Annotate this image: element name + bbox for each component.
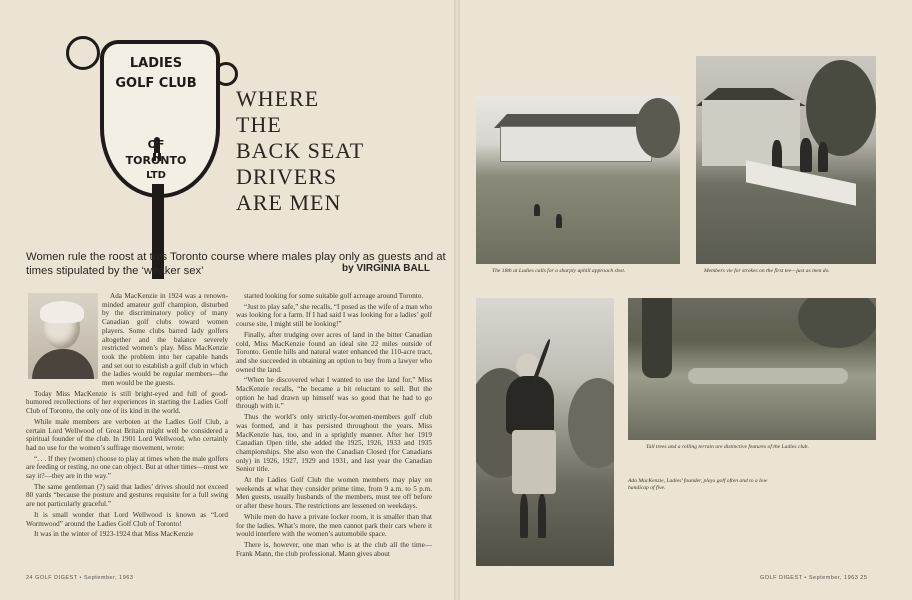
tree — [636, 98, 680, 158]
paragraph: Finally, after trudging over acres of land in the bitter Canadian cold, Miss MacKenzie found an ideal site 22 miles outside of Toronto. Gentle hills and natural water enhanced the 110-acre tract, and she succeeded in obtaining an option to buy from a lawyer who owned the land. — [236, 330, 432, 374]
sign-scroll-ornament — [66, 36, 100, 70]
article-column-1 — [26, 292, 228, 541]
paragraph: It was in the winter of 1923-1924 that Miss MacKenzie — [34, 530, 194, 539]
tree — [806, 60, 876, 156]
golfer-leg — [538, 494, 546, 538]
paragraph: It is small wonder that Lord Wellwood is known as “Lord Wormwood” around the Ladies Golf Club of Toronto! — [26, 510, 228, 528]
headline-line: DRIVERS — [236, 164, 338, 189]
portrait-wrap-space — [26, 292, 102, 388]
sign-text-line5: LTD — [146, 170, 166, 181]
folio-right: GOLF DIGEST • September, 1963 25 — [760, 575, 868, 581]
golfer-skirt — [512, 430, 556, 494]
caption-photo-2: Members vie for strokes on the first tee—just as men do. — [704, 268, 830, 274]
tree — [642, 298, 672, 378]
paragraph: “Just to play safe,” she recalls, “I posed as the wife of a man who was looking for a farm. If I had said I was looking for a ladies’ golf course site, I might still be looking!” — [236, 302, 433, 329]
ladies-golf-club-sign — [64, 34, 234, 246]
sign-text-line1: LADIES — [129, 56, 183, 71]
headline-line: WHERE — [236, 86, 320, 111]
golfer-figure — [556, 214, 562, 228]
sign-text-line2: GOLF CLUB — [115, 76, 197, 91]
page-gutter — [454, 0, 460, 600]
paragraph: At the Ladies Golf Club the women members may play on weekends at what they consider prime time, from 9 a.m. to 5 p.m. Men guests, usually husbands of the members, must tee off before or after these hours. The restrictions are lessened on weekdays. — [236, 476, 432, 511]
member-figure — [818, 142, 828, 172]
folio-left: 24 GOLF DIGEST • September, 1963 — [26, 575, 134, 581]
caption-photo-4: Tall trees and a rolling terrain are distinctive features of the Ladies club. — [646, 444, 809, 450]
paragraph: While men do have a private locker room, it is smaller than that for the ladies. What’s more, the men cannot park their cars where it would interfere with the women’s automobile space. — [236, 512, 432, 539]
golfer-figure — [534, 204, 540, 216]
headline-line: BACK SEAT — [236, 138, 365, 163]
headline-line: ARE MEN — [236, 190, 342, 215]
paragraph: started looking for some suitable golf acreage around Toronto. — [244, 292, 424, 300]
clubhouse-building — [500, 126, 652, 162]
sign-text-line4: TORONTO — [125, 154, 187, 167]
photo-rolling-terrain — [628, 298, 876, 440]
paragraph: The same gentleman (?) said that ladies’ drives should not exceed 80 yards “because the posture and gestures requisite for a full swing are not particularly graceful.” — [26, 482, 228, 509]
paragraph: “. . . If they (women) choose to play at times when the male golfers are feeding or resting, no one can object. But at other times—must we say it?—they are in the way.” — [26, 454, 228, 481]
sign-text-line3: OF — [147, 138, 165, 151]
article-deck: Women rule the roost at this Toronto course where males play only as guests and at times stipulated by the ‘weaker sex’ — [26, 251, 446, 277]
caption-photo-3: Ada MacKenzie, Ladies’ founder, plays golf often and to a low handicap of five. — [628, 478, 768, 491]
tree — [568, 378, 614, 468]
paragraph: Thus the world’s only strictly-for-women-members golf club was formed, and it has persisted throughout the years. Miss MacKenzie has, too, and in a sprightly manner. After her 1919 Canadian Open title, she added the 1925, 1926, 1933 and 1935 championships. She also won the Canadian Closed (for Canadians only) in 1926, 1927, 1929 and 1931, and last year the Canadian Senior title. — [236, 413, 432, 474]
tree — [798, 298, 876, 348]
caption-photo-1: The 18th at Ladies calls for a sharply uphill approach shot. — [492, 268, 626, 274]
paragraph: “When he discovered what I wanted to use the land for,” Miss MacKenzie recalls, “he became a bit reluctant to sell. But the option he had drawn up himself was so good that he had to go through with it.” — [236, 376, 432, 411]
paragraph: Today Miss MacKenzie is still bright-eyed and full of good-humored recollections of her experiences in starting the Ladies Golf Club of Toronto, the only one of its kind in the world. — [26, 389, 228, 416]
photo-ada-mackenzie-swing — [476, 298, 614, 566]
paragraph: There is, however, one man who is at the club all the time—Frank Mann, the club professional. Mann gives about — [236, 540, 432, 558]
paragraph: Ada MacKenzie in 1924 was a renown-minded amateur golf champion, disturbed by the discriminatory policy of many Canadian golf clubs toward women players. Some clubs barred lady golfers altogether and the balance severely restricted women’s play. Miss MacKenzie took the problem into her capable hands and set out to establish a golf club in which the ladies would be regular members—the men would be the guests. — [102, 292, 228, 388]
photo-first-tee — [696, 56, 876, 264]
fairway-bunker — [688, 368, 848, 384]
article-headline — [236, 86, 364, 216]
golfer-leg — [520, 494, 528, 538]
article-column-2 — [236, 292, 432, 560]
clubhouse-building — [702, 100, 800, 166]
member-figure — [800, 138, 812, 172]
photo-18th-green — [476, 96, 680, 264]
paragraph: While male members are verboten at the Ladies Golf Club, a certain Lord Wellwood of Great Britain might well be considered a spiritual founder of the club. In 1901 Lord Wellwood, who certainly had no use for the women’s suffrage movement, wrote: — [26, 417, 228, 452]
headline-line: THE — [236, 112, 282, 137]
byline: by VIRGINIA BALL — [342, 263, 430, 274]
golfer-sweater — [506, 376, 554, 434]
